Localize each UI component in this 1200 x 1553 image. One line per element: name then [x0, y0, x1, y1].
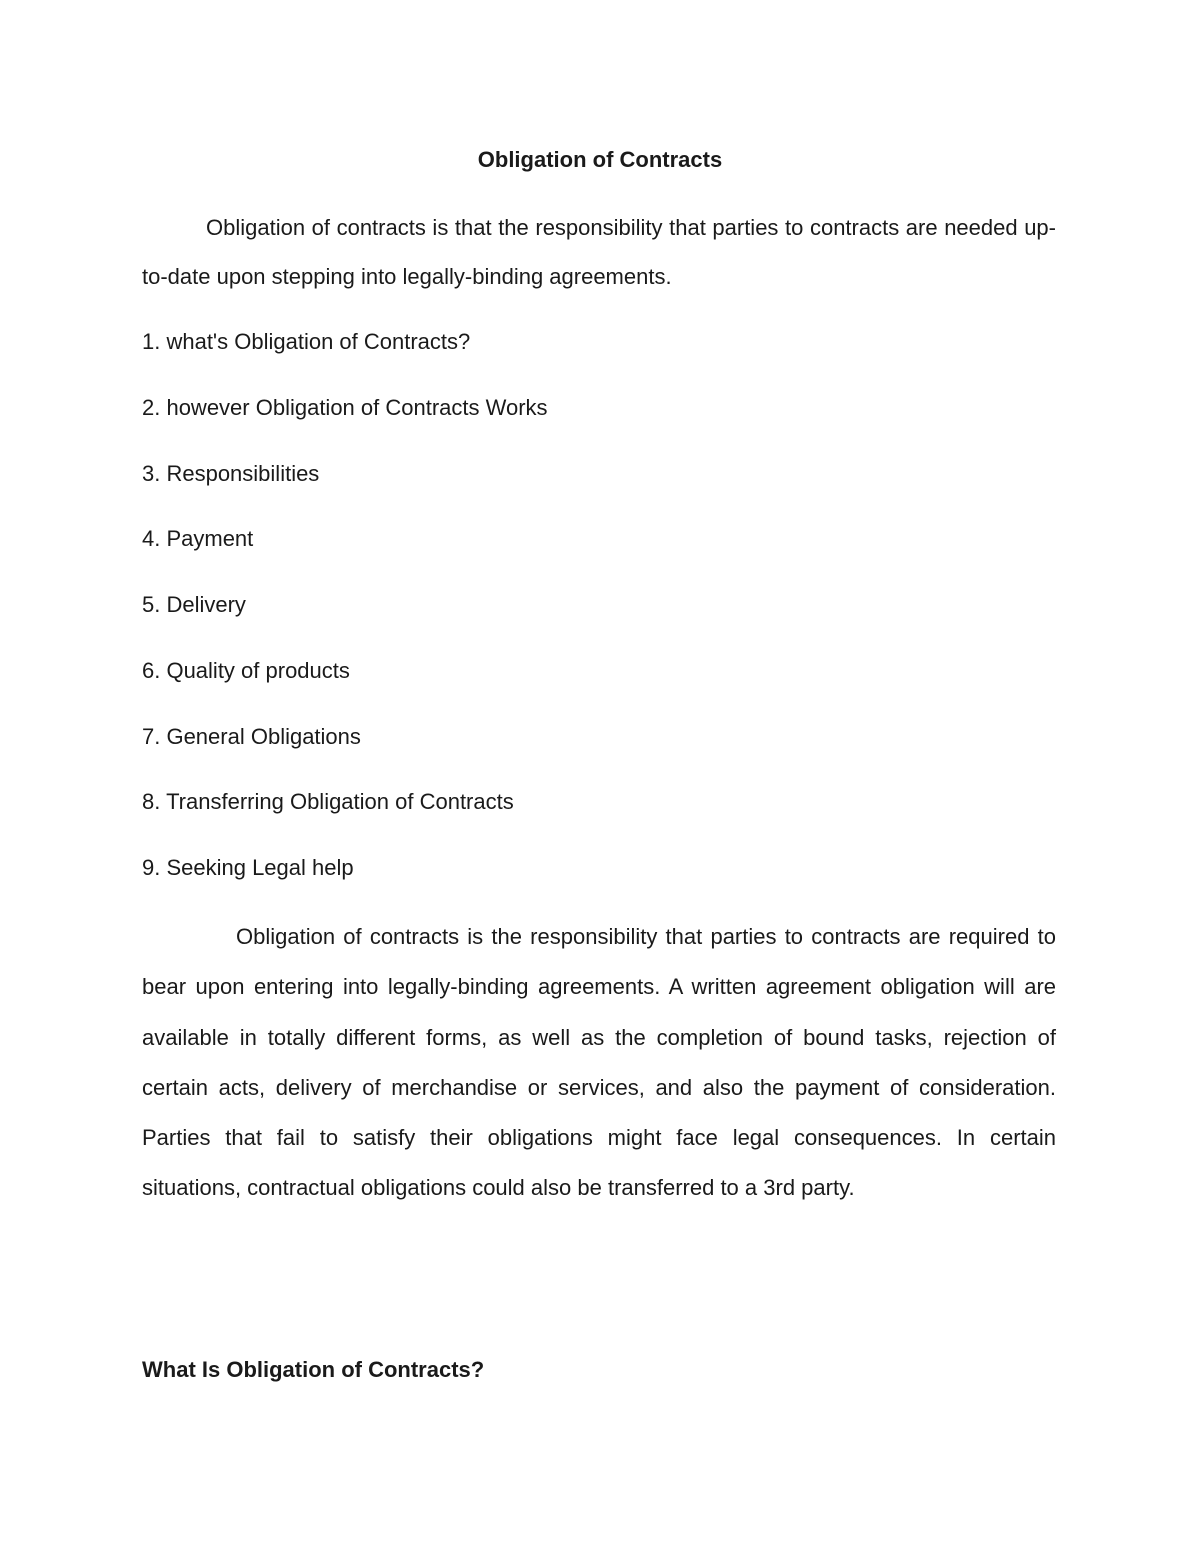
list-item: 6. Quality of products	[142, 657, 350, 683]
section-heading: What Is Obligation of Contracts?	[142, 1357, 485, 1382]
list-item: 2. however Obligation of Contracts Works	[142, 394, 548, 420]
list-item: 3. Responsibilities	[142, 460, 320, 486]
list-item: 8. Transferring Obligation of Contracts	[142, 789, 514, 815]
list-item: 4. Payment	[142, 526, 254, 552]
list-item: 7. General Obligations	[142, 723, 361, 749]
topic-list	[142, 327, 548, 919]
intro-paragraph: Obligation of contracts is that the responsibility that parties to contracts are needed up-to-date upon stepping into legally-binding agreements.	[142, 215, 1056, 289]
document-title: Obligation of Contracts	[477, 147, 723, 172]
list-item: 1. what's Obligation of Contracts?	[142, 329, 471, 354]
body-paragraph: Obligation of contracts is the responsibility that parties to contracts are required to bear upon entering into legally-binding agreements. A written agreement obligation will are available in totally different forms, as well as the completion of bound tasks, rejection of certain acts, delivery of merchandise or services, and also the payment of consideration. Parties that fail to satisfy their obligations might face legal consequences. In certain situations, contractual obligations could also be transferred to a 3rd party.	[142, 924, 1056, 1201]
list-item: 5. Delivery	[142, 592, 246, 617]
list-item: 9. Seeking Legal help	[142, 855, 354, 880]
